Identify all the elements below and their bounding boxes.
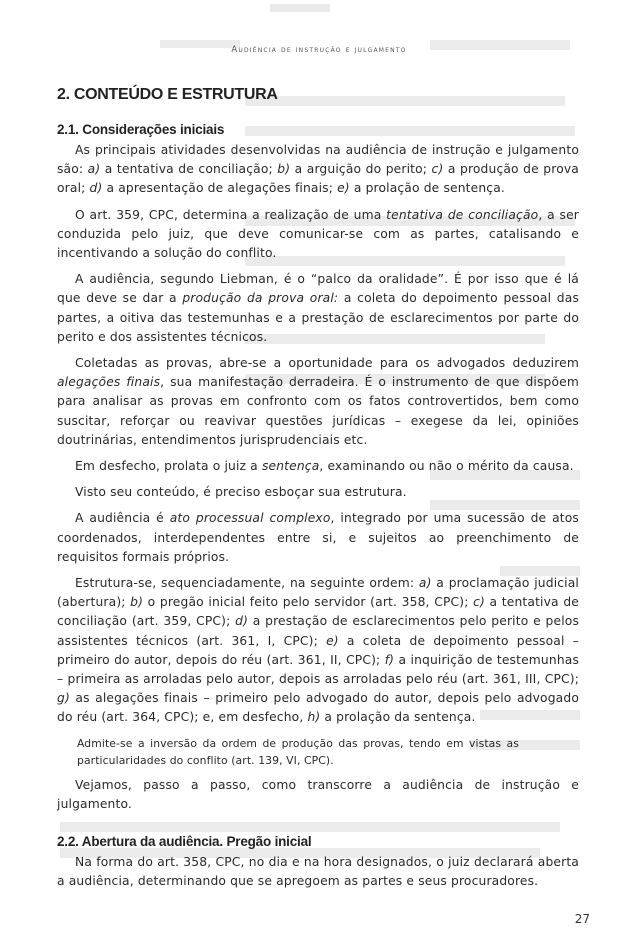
section-heading: 2. CONTEÚDO E ESTRUTURA <box>57 86 278 103</box>
page-number: 27 <box>574 912 590 926</box>
block-quote-inversion: Admite-se a inversão da ordem de produção das provas, tendo em vistas as particularidades do conflito (art. 139, VI, CPC). <box>77 736 519 768</box>
subsection-heading-opening: 2.2. Abertura da audiência. Pregão inicial <box>57 834 312 850</box>
subsection-heading-considerations: 2.1. Considerações iniciais <box>57 122 225 137</box>
page-content <box>57 86 579 899</box>
paragraph-activities: As principais atividades desenvolvidas na audiência de instrução e julgamento são: a) a tentativa de conciliação; b) a arguição do perito; c) a produção de prova oral; d) a apresentação de alegações finais; e) a prolação de sentença. <box>57 143 579 196</box>
paragraph-sequence: Estrutura-se, sequenciadamente, na seguinte ordem: a) a proclamação judicial (abertura); b) o pregão inicial feito pelo servidor (art. 358, CPC); c) a tentativa de conciliação (art. 359, CPC); d) a prestação de esclarecimentos pelo perito e pelos assistentes técnicos (art. 361, I, CPC); e) a coleta de depoimento pessoal – primeiro do autor, depois do réu (art. 361, II, CPC); f) a inquirição de testemunhas – primeira as arroladas pelo autor, depois as arroladas pelo réu (art. 361, III, CPC); g) as alegações finais – primeiro pelo advogado do autor, depois pelo advogado do réu (art. 364, CPC); e, em desfecho, h) a prolação da sentença. <box>57 576 580 725</box>
paragraph-final-arguments: Coletadas as provas, abre-se a oportunidade para os advogados deduzirem alegações finais, sua manifestação derradeira. É o instrumento de que dispõem para analisar as provas em confronto com os fatos controvertidos, bem como suscitar, reforçar ou reavivar questões jurídicas – exegese da lei, opiniões doutrinárias, entendimentos jurisprudenciais etc. <box>57 356 579 447</box>
paragraph-conciliation: O art. 359, CPC, determina a realização de uma tentativa de conciliação, a ser conduzida pelo juiz, que deve comunicar-se com as partes, catalisando e incentivando a solução do conflito. <box>57 207 579 261</box>
paragraph-sentence: Em desfecho, prolata o juiz a sentença, examinando ou não o mérito da causa. <box>75 459 574 474</box>
paragraph-opening: Na forma do art. 358, CPC, no dia e na hora designados, o juiz declarará aberta a audiência, determinando que se apregoem as partes e seus procuradores. <box>57 855 579 889</box>
running-header: Audiência de instrução e julgamento <box>231 45 407 55</box>
paragraph-orality: A audiência, segundo Liebman, é o “palco da oralidade”. É por isso que é lá que deve se dar a produção da prova oral: a coleta do depoimento pessoal das partes, a oitiva das testemunhas e a prestação de esclarecimentos por parte do perito e dos assistentes técnicos. <box>57 272 579 344</box>
paragraph-structure-intro: Visto seu conteúdo, é preciso esboçar sua estrutura. <box>75 485 407 500</box>
paragraph-complex-act: A audiência é ato processual complexo, integrado por uma sucessão de atos coordenados, interdependentes entre si, e sujeitos ao preenchimento de requisitos formais próprios. <box>57 511 579 564</box>
paragraph-step-by-step: Vejamos, passo a passo, como transcorre a audiência de instrução e julgamento. <box>57 777 579 811</box>
